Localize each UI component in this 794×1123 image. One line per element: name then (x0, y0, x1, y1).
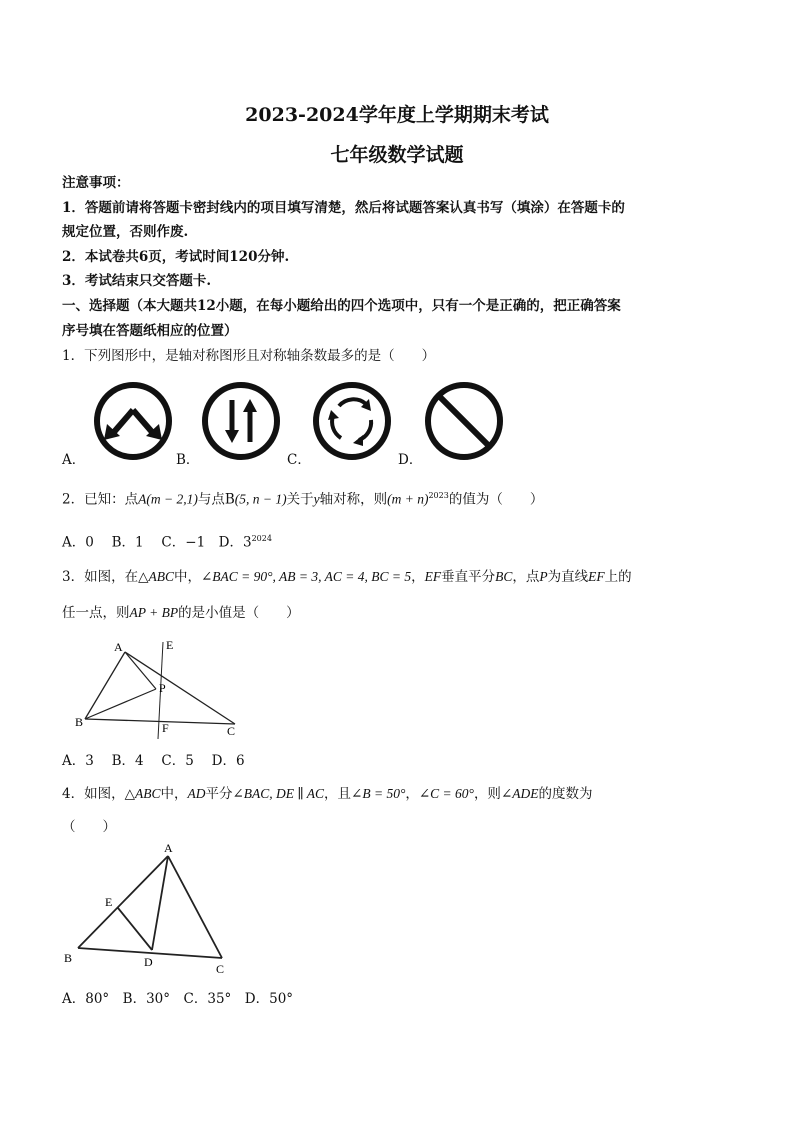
q3-figure (70, 634, 250, 744)
q1-option-c: C． (287, 452, 311, 468)
q3-label-f: F (162, 721, 169, 735)
note-1-line-1: 1．答题前请将答题卡密封线内的项目填写清楚，然后将试题答案认真书写（填涂）在答题卡的 (62, 200, 625, 216)
roundabout-sign-icon (311, 380, 393, 462)
note-1-line-2: 规定位置，否则作废. (62, 224, 189, 240)
q3-label-b: B (75, 715, 84, 729)
diverge-arrows-sign-icon (92, 380, 174, 462)
q4-label-e: E (105, 895, 113, 909)
q4-options: A．80° B．30° C．35° D．50° (62, 991, 294, 1007)
q3-label-a: A (114, 640, 123, 654)
note-3: 3．考试结束只交答题卡. (62, 273, 212, 289)
q3-options: A．3 B．4 C．5 D．6 (62, 753, 245, 769)
section-heading-line-2: 序号填在答题纸相应的位置） (62, 323, 238, 339)
q1-option-d: D． (398, 452, 423, 468)
q4-stem-line-1: 4．如图，△ABC中，AD平分∠BAC, DE ∥ AC，且∠B = 50°，∠C = 60°，则∠ADE的度数为 (62, 786, 593, 802)
q3-label-c: C (227, 724, 236, 738)
notes-heading: 注意事项： (62, 175, 130, 191)
prohibition-sign-icon (423, 380, 505, 462)
q3-stem-line-2: 任一点，则AP + BP的是小值是（ ） (62, 605, 300, 621)
q4-label-c: C (216, 962, 225, 976)
q1-option-a: A． (62, 452, 86, 468)
q4-label-d: D (144, 955, 153, 969)
q4-label-b: B (64, 951, 73, 965)
q3-label-e: E (166, 638, 174, 652)
q3-label-p: P (159, 681, 166, 695)
q3-stem-line-1: 3．如图，在△ABC中，∠BAC = 90°, AB = 3, AC = 4, BC = 5，EF垂直平分BC，点P为直线EF上的 (62, 569, 632, 585)
q2-stem: 2．已知：点A(m − 2,1)与点B(5, n − 1)关于y轴对称，则$(m + n)^{2023}$的值为（ ） (62, 491, 544, 508)
q2-options: A．0 B．1 C．−1 D．$3^{2024}$ (62, 534, 272, 551)
q1-stem: 1．下列图形中，是轴对称图形且对称轴条数最多的是（ ） (62, 348, 436, 364)
q4-figure (60, 838, 240, 978)
two-way-arrows-sign-icon (200, 380, 282, 462)
page-subtitle: 七年级数学试题 (330, 144, 464, 166)
q4-label-a: A (164, 841, 173, 855)
q4-stem-line-2: （ ） (62, 819, 116, 835)
section-heading-line-1: 一、选择题（本大题共12小题，在每小题给出的四个选项中，只有一个是正确的，把正确答案 (62, 298, 621, 314)
q1-option-b: B． (176, 452, 200, 468)
page-title: 2023-2024学年度上学期期末考试 (245, 104, 549, 126)
note-2: 2．本试卷共6页，考试时间120分钟. (62, 249, 290, 265)
